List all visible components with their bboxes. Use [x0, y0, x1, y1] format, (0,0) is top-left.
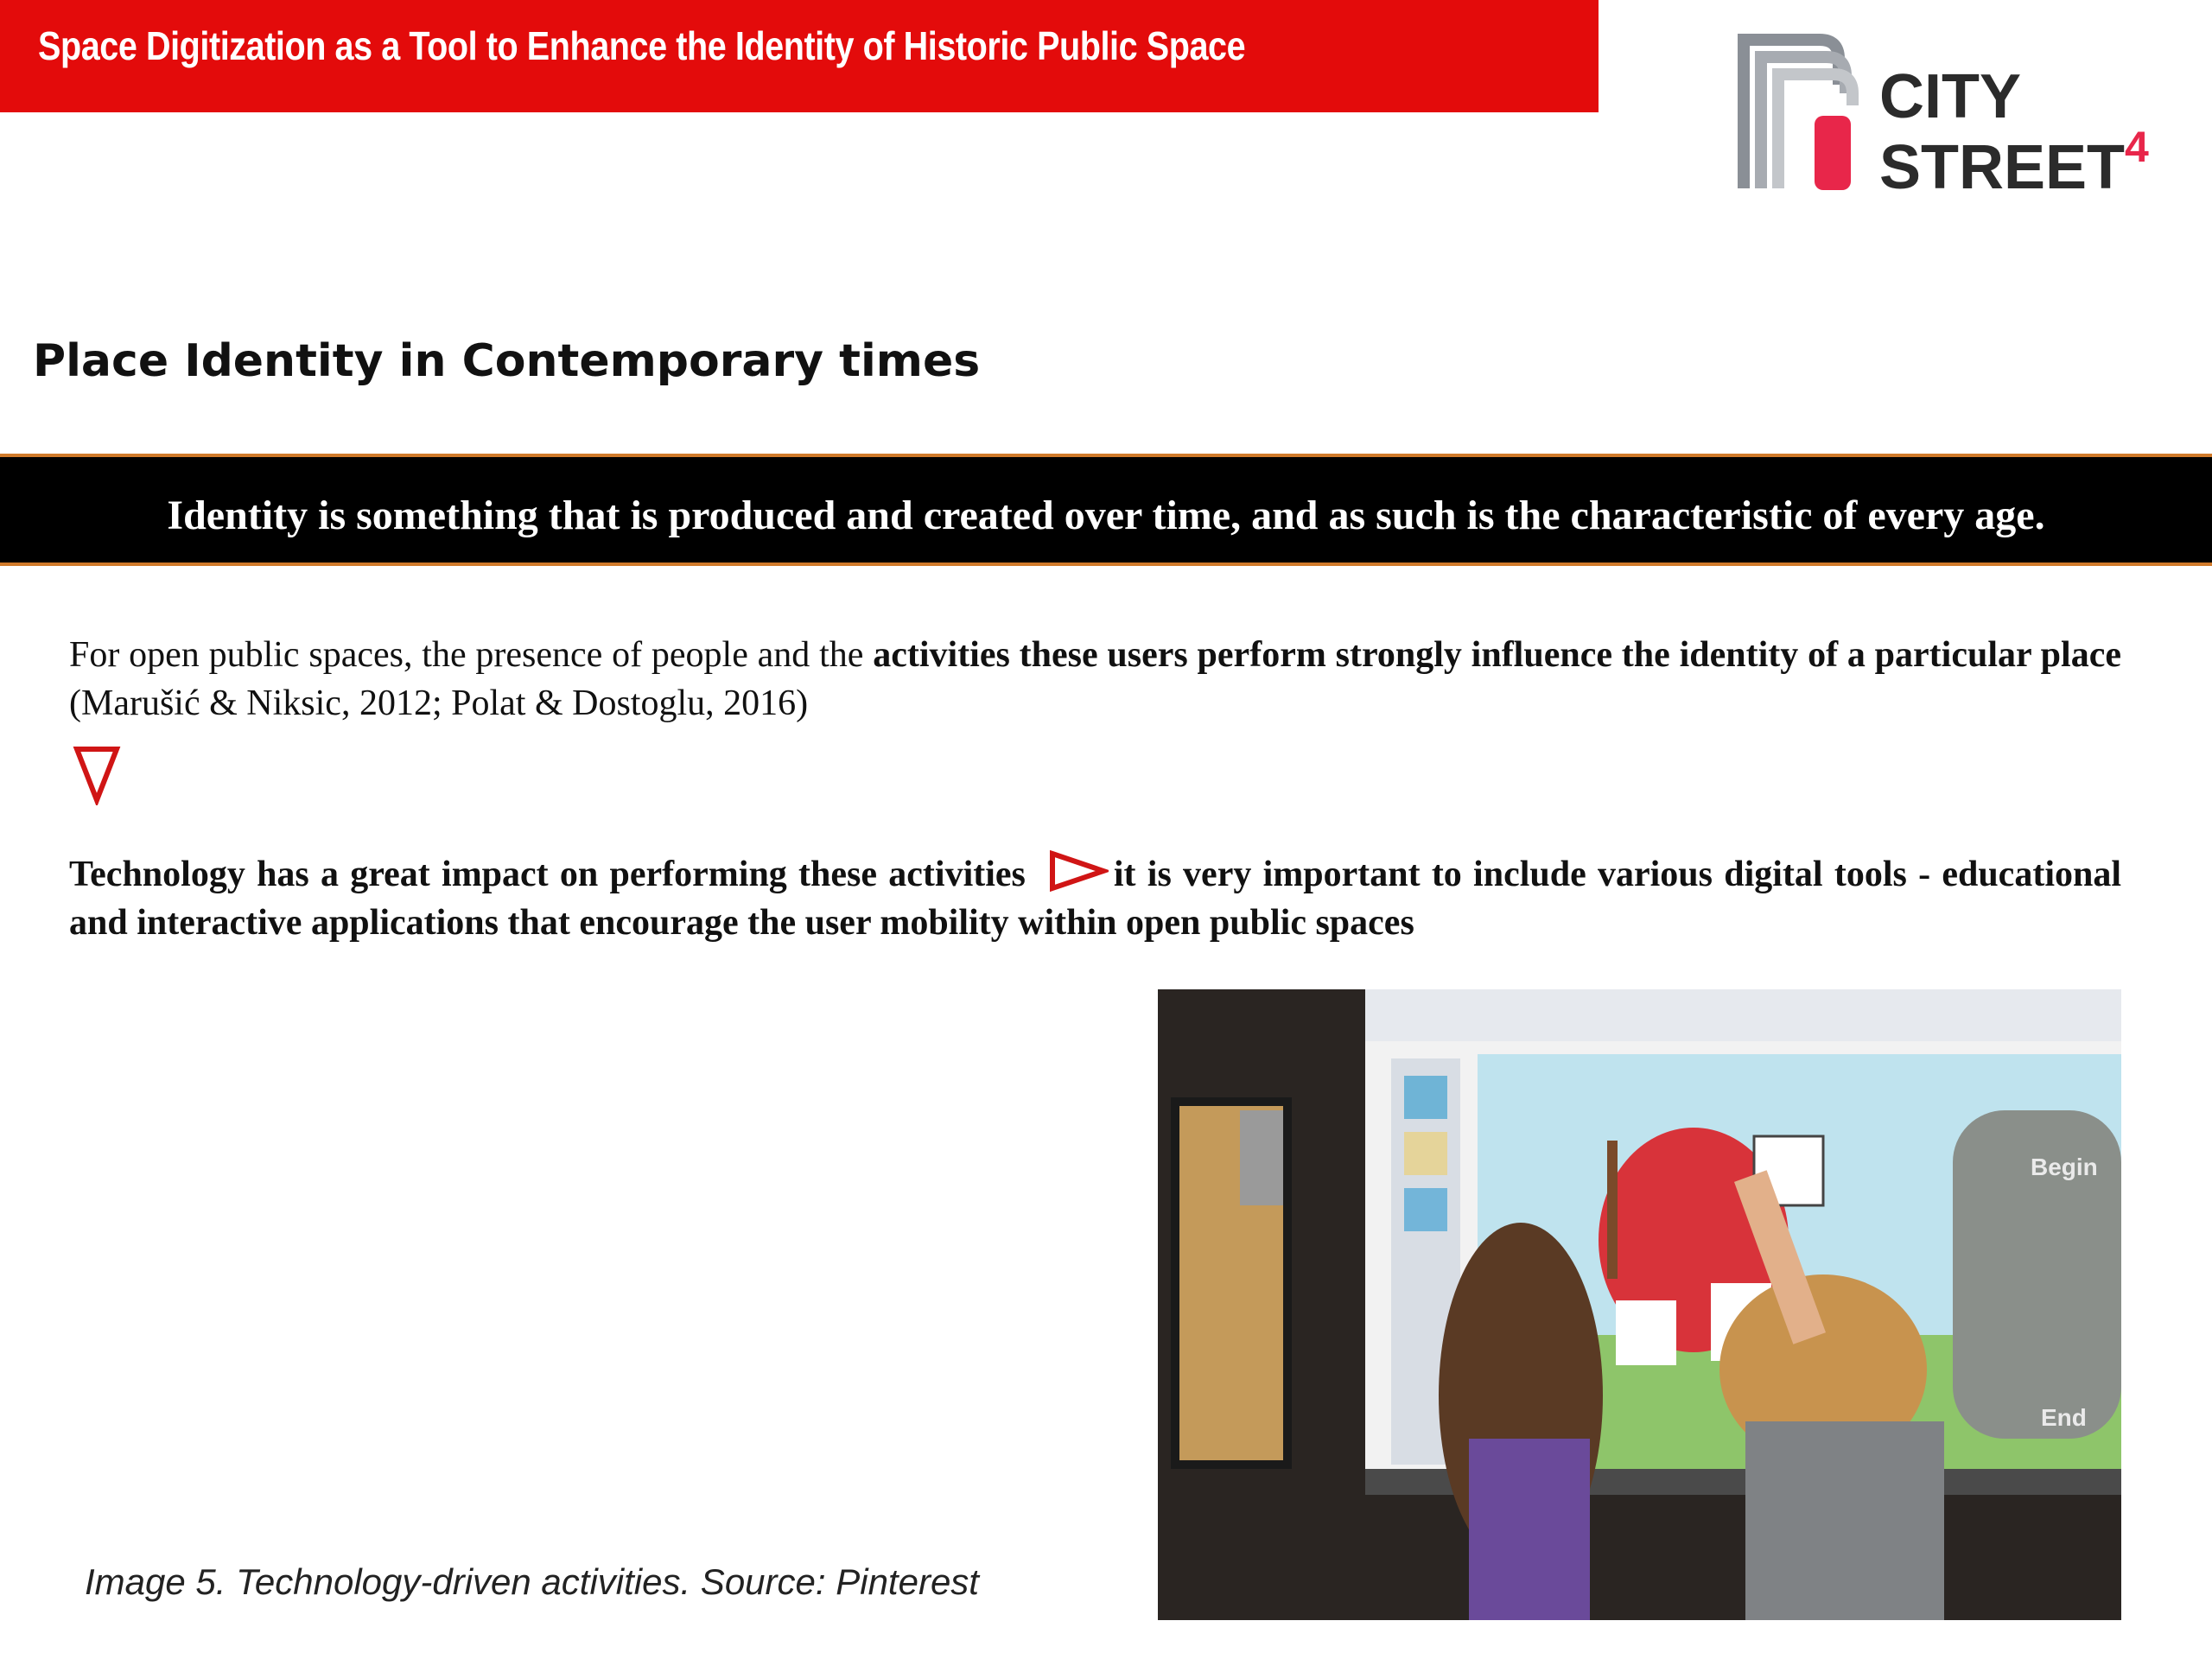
triangle-right-icon [1048, 849, 1109, 893]
paragraph2-part2: it is very important to include various digital tools - educational and interactive applications that encourage the user mobility within open public spaces [69, 855, 2122, 943]
screen-label-end: End [2041, 1404, 2087, 1431]
logo-line-street [1879, 123, 2149, 202]
logo-street-text: STREET [1879, 133, 2126, 202]
logo-mark-icon [1737, 33, 1875, 197]
children-at-smartboard-image [1158, 989, 2121, 1620]
paragraph-technology [69, 849, 2121, 947]
paragraph1-bold: activities these users perform strongly influence the identity of a particular place [873, 635, 2121, 675]
section-heading: Place Identity in Contemporary times [33, 335, 981, 387]
identity-banner [0, 454, 2212, 566]
screen-label-begin: Begin [2031, 1154, 2098, 1180]
banner-text: Identity is something that is produced and created over time, and as such is the characteristic of every age. [167, 493, 2045, 538]
header-bar [0, 0, 1599, 112]
logo-superscript: 4 [2125, 123, 2149, 171]
city-street-logo [1737, 33, 2186, 202]
paragraph2-part1: Technology has a great impact on performing these activities [69, 855, 1026, 894]
figure-caption: Image 5. Technology-driven activities. Source: Pinterest [85, 1561, 979, 1602]
paragraph1-citation: (Marušić & Niksic, 2012; Polat & Dostoglu, 2016) [69, 683, 809, 723]
presentation-title: Space Digitization as a Tool to Enhance the Identity of Historic Public Space [38, 23, 1246, 68]
paragraph1-lead: For open public spaces, the presence of people and the [69, 635, 874, 675]
interactive-board-photo [1158, 989, 2121, 1620]
triangle-down-icon [73, 745, 121, 805]
logo-wordmark [1879, 62, 2149, 202]
paragraph-public-spaces [69, 631, 2121, 728]
logo-line-city: CITY [1879, 62, 2022, 131]
